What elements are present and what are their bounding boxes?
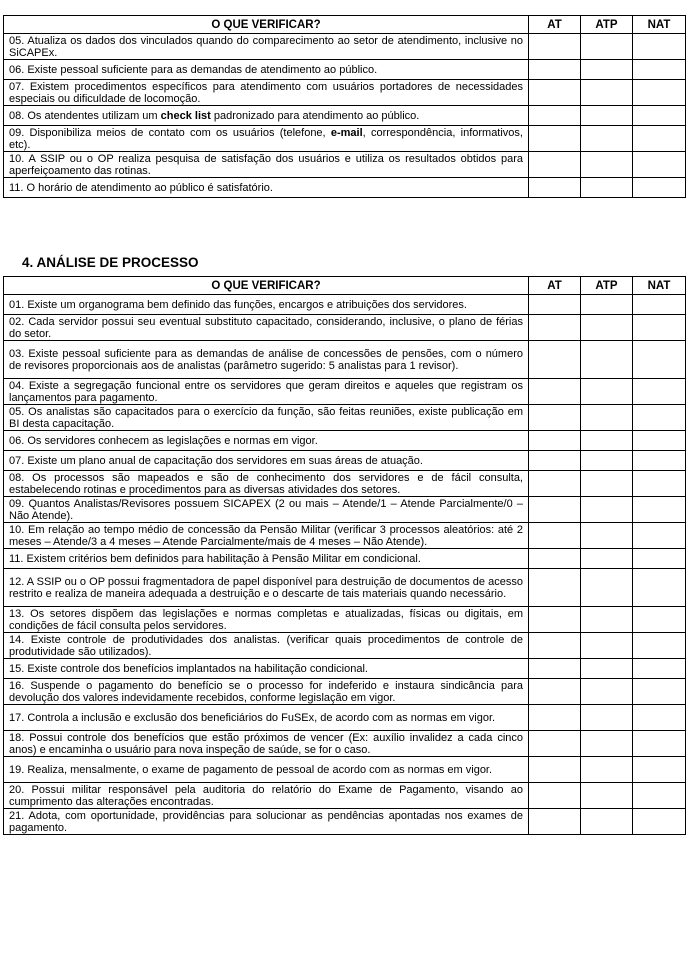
checkbox-cell-at[interactable] [529, 178, 581, 198]
item-text [4, 783, 529, 809]
item-text-part: 21. Adota, com oportunidade, providências para solucionar as pendências apontadas nos exames de pagamento. [9, 809, 523, 834]
item-text [4, 34, 529, 60]
checkbox-cell-at[interactable] [529, 431, 581, 451]
checkbox-cell-at[interactable] [529, 659, 581, 679]
checkbox-cell-at[interactable] [529, 451, 581, 471]
checkbox-cell-atp[interactable] [581, 106, 633, 126]
item-text [4, 60, 529, 80]
checkbox-cell-at[interactable] [529, 405, 581, 431]
checkbox-cell-atp[interactable] [581, 341, 633, 379]
table-row [4, 80, 686, 106]
checkbox-cell-atp[interactable] [581, 126, 633, 152]
header-atp: ATP [581, 277, 633, 295]
checkbox-cell-atp[interactable] [581, 569, 633, 607]
item-text [4, 607, 529, 633]
table-row [4, 126, 686, 152]
checkbox-cell-atp[interactable] [581, 315, 633, 341]
item-text [4, 341, 529, 379]
checkbox-cell-nat[interactable] [633, 451, 686, 471]
checkbox-cell-at[interactable] [529, 80, 581, 106]
item-text-part: 20. Possui militar responsável pela auditoria do relatório do Exame de Pagamento, visando ao cumprimento das alterações encontradas. [9, 783, 523, 808]
checkbox-cell-nat[interactable] [633, 34, 686, 60]
checkbox-cell-atp[interactable] [581, 431, 633, 451]
item-text [4, 405, 529, 431]
item-text [4, 659, 529, 679]
checkbox-cell-at[interactable] [529, 341, 581, 379]
checkbox-cell-atp[interactable] [581, 731, 633, 757]
checkbox-cell-atp[interactable] [581, 705, 633, 731]
item-text-part: 08. Os atendentes utilizam um [9, 109, 161, 122]
item-text [4, 497, 529, 523]
item-text [4, 731, 529, 757]
item-text-emphasis: check list [160, 109, 211, 122]
item-text [4, 106, 529, 126]
checkbox-cell-nat[interactable] [633, 633, 686, 659]
item-text-part: 09. Disponibiliza meios de contato com os usuários (telefone, [9, 126, 331, 139]
checkbox-cell-atp[interactable] [581, 607, 633, 633]
table-row [4, 295, 686, 315]
checkbox-cell-at[interactable] [529, 60, 581, 80]
item-text [4, 152, 529, 178]
item-text-part: 07. Existem procedimentos específicos para atendimento com usuários portadores de necessidades especiais ou dificuldade de locomoção. [9, 80, 523, 105]
checkbox-cell-nat[interactable] [633, 379, 686, 405]
checkbox-cell-at[interactable] [529, 731, 581, 757]
table-row [4, 549, 686, 569]
checkbox-cell-nat[interactable] [633, 607, 686, 633]
checkbox-cell-at[interactable] [529, 315, 581, 341]
checkbox-cell-atp[interactable] [581, 178, 633, 198]
checkbox-cell-at[interactable] [529, 607, 581, 633]
item-text [4, 679, 529, 705]
item-text-part: 16. Suspende o pagamento do benefício se o processo for indeferido e instaura sindicância para devolução dos valores indevidamente recebidos, conforme legislação em vigor. [9, 679, 523, 704]
checkbox-cell-nat[interactable] [633, 471, 686, 497]
table-row [4, 569, 686, 607]
checkbox-cell-atp[interactable] [581, 471, 633, 497]
checkbox-cell-at[interactable] [529, 705, 581, 731]
item-text [4, 569, 529, 607]
checkbox-cell-at[interactable] [529, 757, 581, 783]
item-text-part: 01. Existe um organograma bem definido das funções, encargos e atribuições dos servidores. [9, 298, 467, 311]
table-row [4, 379, 686, 405]
item-text-part: 05. Atualiza os dados dos vinculados quando do comparecimento ao setor de atendimento, inclusive no SiCAPEx. [9, 34, 523, 59]
checkbox-cell-atp[interactable] [581, 60, 633, 80]
table-row [4, 471, 686, 497]
table-row [4, 783, 686, 809]
section-title-analise-de-processo: 4. ANÁLISE DE PROCESSO [22, 255, 199, 270]
checkbox-cell-nat[interactable] [633, 315, 686, 341]
item-text [4, 809, 529, 835]
item-text-part: 06. Os servidores conhecem as legislações e normas em vigor. [9, 434, 318, 447]
item-text [4, 757, 529, 783]
checkbox-cell-atp[interactable] [581, 451, 633, 471]
table-row [4, 757, 686, 783]
item-text [4, 295, 529, 315]
checkbox-cell-nat[interactable] [633, 549, 686, 569]
checkbox-cell-at[interactable] [529, 106, 581, 126]
checkbox-cell-atp[interactable] [581, 405, 633, 431]
checkbox-cell-at[interactable] [529, 152, 581, 178]
table-row [4, 809, 686, 835]
checkbox-cell-atp[interactable] [581, 80, 633, 106]
checkbox-cell-atp[interactable] [581, 659, 633, 679]
checkbox-cell-nat[interactable] [633, 431, 686, 451]
header-what-to-verify: O QUE VERIFICAR? [4, 16, 529, 34]
item-text-part: 11. O horário de atendimento ao público é satisfatório. [9, 181, 273, 194]
item-text-part: padronizado para atendimento ao público. [210, 109, 420, 122]
checkbox-cell-nat[interactable] [633, 152, 686, 178]
table-row [4, 315, 686, 341]
checkbox-cell-at[interactable] [529, 633, 581, 659]
table-row [4, 106, 686, 126]
checkbox-cell-atp[interactable] [581, 497, 633, 523]
item-text-part: 13. Os setores dispõem das legislações e normas completas e atualizadas, físicas ou digitais, em condições de fácil consulta pelos servidores. [9, 607, 523, 632]
item-text [4, 178, 529, 198]
checkbox-cell-nat[interactable] [633, 757, 686, 783]
header-at: AT [529, 16, 581, 34]
checkbox-cell-nat[interactable] [633, 80, 686, 106]
checkbox-cell-nat[interactable] [633, 341, 686, 379]
table-row [4, 405, 686, 431]
checkbox-cell-nat[interactable] [633, 783, 686, 809]
checkbox-cell-atp[interactable] [581, 523, 633, 549]
item-text-part: 14. Existe controle de produtividades dos analistas. (verificar quais procedimentos de controle de produtividade são utilizados). [9, 633, 523, 658]
table-row [4, 34, 686, 60]
checkbox-cell-nat[interactable] [633, 497, 686, 523]
item-text-part: 15. Existe controle dos benefícios implantados na habilitação condicional. [9, 662, 368, 675]
item-text [4, 379, 529, 405]
item-text-part: 12. A SSIP ou o OP possui fragmentadora de papel disponível para destruição de documentos de acesso restrito e realiza de maneira adequada a destruição e o descarte de tais materiais quando necessário. [9, 575, 523, 600]
item-text [4, 549, 529, 569]
checkbox-cell-nat[interactable] [633, 60, 686, 80]
checkbox-cell-nat[interactable] [633, 405, 686, 431]
item-text-part: 18. Possui controle dos benefícios que estão próximos de vencer (Ex: auxílio invalidez a cada cinco anos) e encaminha o usuário para nova inspeção de saúde, se for o caso. [9, 731, 523, 756]
checkbox-cell-nat[interactable] [633, 679, 686, 705]
item-text [4, 80, 529, 106]
checkbox-cell-at[interactable] [529, 783, 581, 809]
checkbox-cell-nat[interactable] [633, 705, 686, 731]
checkbox-cell-atp[interactable] [581, 679, 633, 705]
header-nat: NAT [633, 277, 686, 295]
table-row [4, 178, 686, 198]
item-text-emphasis: e-mail [330, 126, 363, 139]
header-nat: NAT [633, 16, 686, 34]
table-header-row [4, 16, 686, 34]
checkbox-cell-atp[interactable] [581, 549, 633, 569]
item-text-part: 10. A SSIP ou o OP realiza pesquisa de satisfação dos usuários e utiliza os resultados obtidos para aperfeiçoamento das rotinas. [9, 152, 523, 177]
table-row [4, 152, 686, 178]
table-row [4, 705, 686, 731]
table-row [4, 341, 686, 379]
item-text-part: , correspondência, informativos, etc). [9, 126, 523, 151]
checkbox-cell-at[interactable] [529, 569, 581, 607]
checkbox-cell-at[interactable] [529, 523, 581, 549]
item-text-part: 11. Existem critérios bem definidos para habilitação à Pensão Militar em condicional. [9, 552, 421, 565]
checkbox-cell-atp[interactable] [581, 34, 633, 60]
item-text [4, 705, 529, 731]
checkbox-cell-atp[interactable] [581, 633, 633, 659]
item-text-part: 03. Existe pessoal suficiente para as demandas de análise de concessões de pensões, com o número de revisores proporcionais aos de analistas (parâmetro sugerido: 5 analistas para 1 revisor). [9, 347, 523, 372]
checklist-table-atendimento [3, 15, 686, 198]
item-text [4, 431, 529, 451]
checkbox-cell-atp[interactable] [581, 757, 633, 783]
item-text [4, 451, 529, 471]
table-row [4, 659, 686, 679]
checkbox-cell-nat[interactable] [633, 731, 686, 757]
checkbox-cell-at[interactable] [529, 497, 581, 523]
table-row [4, 451, 686, 471]
item-text-part: 07. Existe um plano anual de capacitação dos servidores em suas áreas de atuação. [9, 454, 423, 467]
checkbox-cell-at[interactable] [529, 126, 581, 152]
table-row [4, 497, 686, 523]
checkbox-cell-at[interactable] [529, 549, 581, 569]
checkbox-cell-at[interactable] [529, 471, 581, 497]
checkbox-cell-nat[interactable] [633, 126, 686, 152]
header-what-to-verify: O QUE VERIFICAR? [4, 277, 529, 295]
table-row [4, 633, 686, 659]
checkbox-cell-nat[interactable] [633, 659, 686, 679]
checkbox-cell-nat[interactable] [633, 178, 686, 198]
checkbox-cell-nat[interactable] [633, 295, 686, 315]
checkbox-cell-at[interactable] [529, 809, 581, 835]
item-text-part: 04. Existe a segregação funcional entre os servidores que geram direitos e aqueles que registram os lançamentos para pagamento. [9, 379, 523, 404]
table-row [4, 607, 686, 633]
item-text-part: 17. Controla a inclusão e exclusão dos beneficiários do FuSEx, de acordo com as normas em vigor. [9, 711, 496, 724]
item-text-part: 05. Os analistas são capacitados para o exercício da função, são feitas reuniões, existe publicação em BI desta capacitação. [9, 405, 523, 430]
checkbox-cell-at[interactable] [529, 34, 581, 60]
checkbox-cell-at[interactable] [529, 679, 581, 705]
checkbox-cell-atp[interactable] [581, 809, 633, 835]
checkbox-cell-at[interactable] [529, 295, 581, 315]
item-text-part: 10. Em relação ao tempo médio de concessão da Pensão Militar (verificar 3 processos aleatórios: até 2 meses – Atende/3 a 4 meses – Atende Parcialmente/mais de 4 meses – Não Atende). [9, 523, 523, 548]
item-text-part: 19. Realiza, mensalmente, o exame de pagamento de pessoal de acordo com as normas em vigor. [9, 763, 493, 776]
checkbox-cell-nat[interactable] [633, 106, 686, 126]
table-header-row [4, 277, 686, 295]
checkbox-cell-nat[interactable] [633, 569, 686, 607]
item-text [4, 633, 529, 659]
checkbox-cell-atp[interactable] [581, 295, 633, 315]
header-atp: ATP [581, 16, 633, 34]
table-row [4, 679, 686, 705]
table-row [4, 523, 686, 549]
item-text [4, 126, 529, 152]
item-text-part: 06. Existe pessoal suficiente para as demandas de atendimento ao público. [9, 63, 378, 76]
checkbox-cell-at[interactable] [529, 379, 581, 405]
item-text [4, 523, 529, 549]
checkbox-cell-atp[interactable] [581, 379, 633, 405]
item-text [4, 471, 529, 497]
checkbox-cell-nat[interactable] [633, 523, 686, 549]
table-row [4, 60, 686, 80]
item-text-part: 09. Quantos Analistas/Revisores possuem SICAPEX (2 ou mais – Atende/1 – Atende Parcialmente/0 – Não Atende). [9, 497, 523, 522]
checklist-table-analise-processo [3, 276, 686, 835]
header-at: AT [529, 277, 581, 295]
item-text [4, 315, 529, 341]
table-row [4, 731, 686, 757]
checkbox-cell-atp[interactable] [581, 152, 633, 178]
item-text-part: 02. Cada servidor possui seu eventual substituto capacitado, considerando, inclusive, o plano de férias do setor. [9, 315, 523, 340]
checkbox-cell-nat[interactable] [633, 809, 686, 835]
item-text-part: 08. Os processos são mapeados e são de conhecimento dos servidores e de fácil consulta, estabelecendo rotinas e procedimentos para as diversas atividades dos setores. [9, 471, 523, 496]
checkbox-cell-atp[interactable] [581, 783, 633, 809]
table-row [4, 431, 686, 451]
